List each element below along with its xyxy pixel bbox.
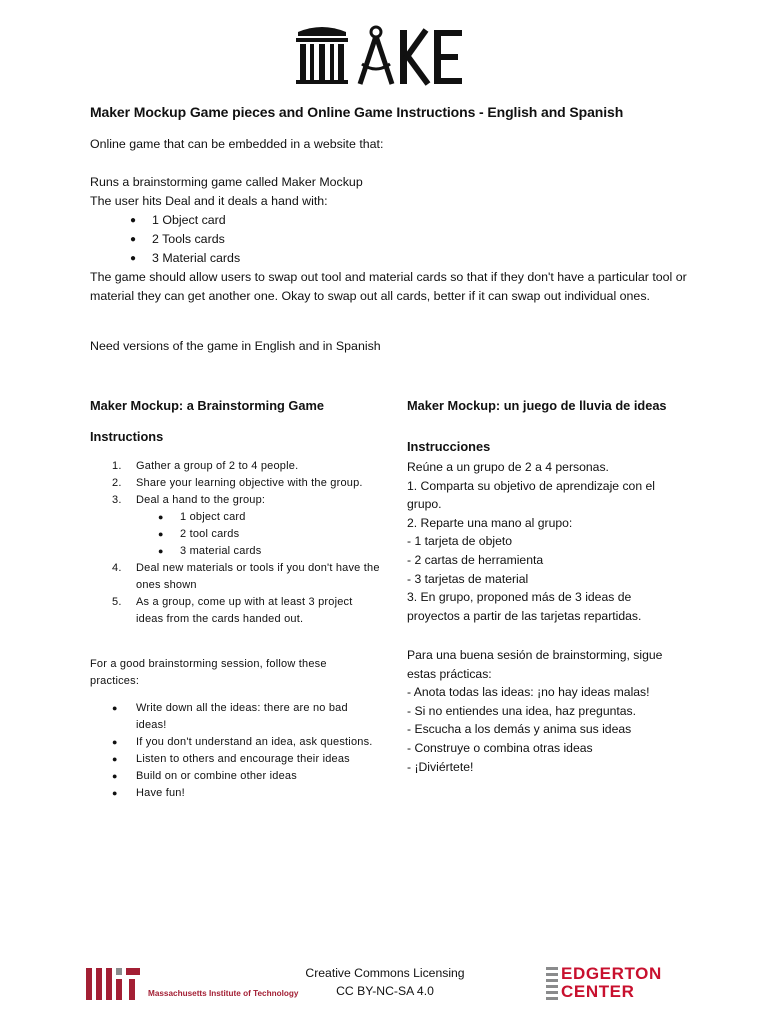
swap-paragraph: The game should allow users to swap out tool and material cards so that if they don't have a particular tool or material they can get another one. Okay to swap out all cards, better if it can swap out individual ones.: [90, 270, 687, 303]
list-item: ● 1 Object card: [130, 211, 690, 230]
list-item: - 3 tarjetas de material: [407, 571, 529, 586]
list-item: 4. Deal new materials or tools if you don't have the ones shown: [112, 562, 380, 591]
list-item: ● 2 Tools cards: [130, 230, 690, 249]
license-info: [300, 964, 470, 1000]
english-tips: [90, 700, 380, 802]
list-item: ● 3 Material cards: [130, 249, 690, 268]
english-heading: Maker Mockup: a Brainstorming Game: [90, 398, 324, 413]
spanish-subheading: Instrucciones: [407, 439, 491, 454]
edgerton-line-2: CENTER: [561, 982, 635, 1001]
list-item: ● Write down all the ideas: there are no bad ideas!: [90, 700, 380, 734]
spec-line-1: Runs a brainstorming game called Maker Mockup: [90, 175, 363, 189]
list-item: 1. Gather a group of 2 to 4 people.: [112, 460, 299, 472]
mit-name: Massachusetts Institute of Technology: [148, 989, 299, 998]
versions-note: Need versions of the game in English and in Spanish: [90, 339, 381, 353]
spanish-steps: [407, 458, 682, 625]
spanish-tips: [407, 646, 682, 776]
license-line-2: CC BY-NC-SA 4.0: [336, 984, 434, 998]
license-line-1: Creative Commons Licensing: [305, 966, 465, 980]
list-item: ● 1 object card: [158, 509, 380, 526]
list-item: 1. Comparta su objetivo de aprendizaje con el grupo.: [407, 478, 655, 512]
list-item: - 2 cartas de herramienta: [407, 552, 544, 567]
list-item: - ¡Diviértete!: [407, 759, 474, 774]
list-item: - Si no entiendes una idea, haz preguntas.: [407, 703, 637, 718]
edgerton-bars-icon: [546, 965, 560, 1001]
list-item: 5. As a group, come up with at least 3 project ideas from the cards handed out.: [112, 596, 353, 625]
list-item: ● 3 material cards: [158, 543, 380, 560]
intro-text: Online game that can be embedded in a website that:: [90, 137, 384, 151]
list-item: ● 2 tool cards: [158, 526, 380, 543]
list-item: ● Listen to others and encourage their ideas: [90, 751, 380, 768]
game-spec: [90, 173, 690, 306]
spec-line-2: The user hits Deal and it deals a hand with:: [90, 194, 328, 208]
english-subheading: Instructions: [90, 429, 164, 444]
mit-logo: [86, 968, 140, 1000]
list-item: 2. Share your learning objective with the group.: [112, 477, 363, 489]
list-item: - 1 tarjeta de objeto: [407, 534, 513, 549]
edgerton-line-1: EDGERTON: [561, 964, 662, 983]
list-item: 3. Deal a hand to the group: ● 1 object card ● 2 tool cards ● 3 material cards: [90, 492, 380, 560]
list-item: Reúne a un grupo de 2 a 4 personas.: [407, 460, 609, 474]
list-item: - Construye o combina otras ideas: [407, 740, 593, 755]
list-item: Para una buena sesión de brainstorming, sigue estas prácticas:: [407, 648, 663, 681]
english-steps: [90, 458, 380, 628]
hand-list: [90, 211, 690, 268]
list-item: - Anota todas las ideas: ¡no hay ideas malas!: [407, 685, 650, 700]
list-item: ● Have fun!: [90, 785, 380, 802]
spanish-heading: Maker Mockup: un juego de lluvia de ideas: [407, 398, 667, 413]
document-title: Maker Mockup Game pieces and Online Game Instructions - English and Spanish: [90, 104, 624, 120]
list-item: ● If you don't understand an idea, ask questions.: [90, 734, 380, 751]
list-item: 2. Reparte una mano al grupo:: [407, 515, 573, 530]
make-logo: [296, 24, 464, 86]
list-item: ● Build on or combine other ideas: [90, 768, 380, 785]
english-tips-intro: For a good brainstorming session, follow these practices:: [90, 658, 327, 687]
deal-list: [136, 509, 380, 560]
list-item: 3. En grupo, proponed más de 3 ideas de proyectos a partir de las tarjetas repartidas.: [407, 590, 642, 623]
list-item: - Escucha a los demás y anima sus ideas: [407, 722, 632, 737]
